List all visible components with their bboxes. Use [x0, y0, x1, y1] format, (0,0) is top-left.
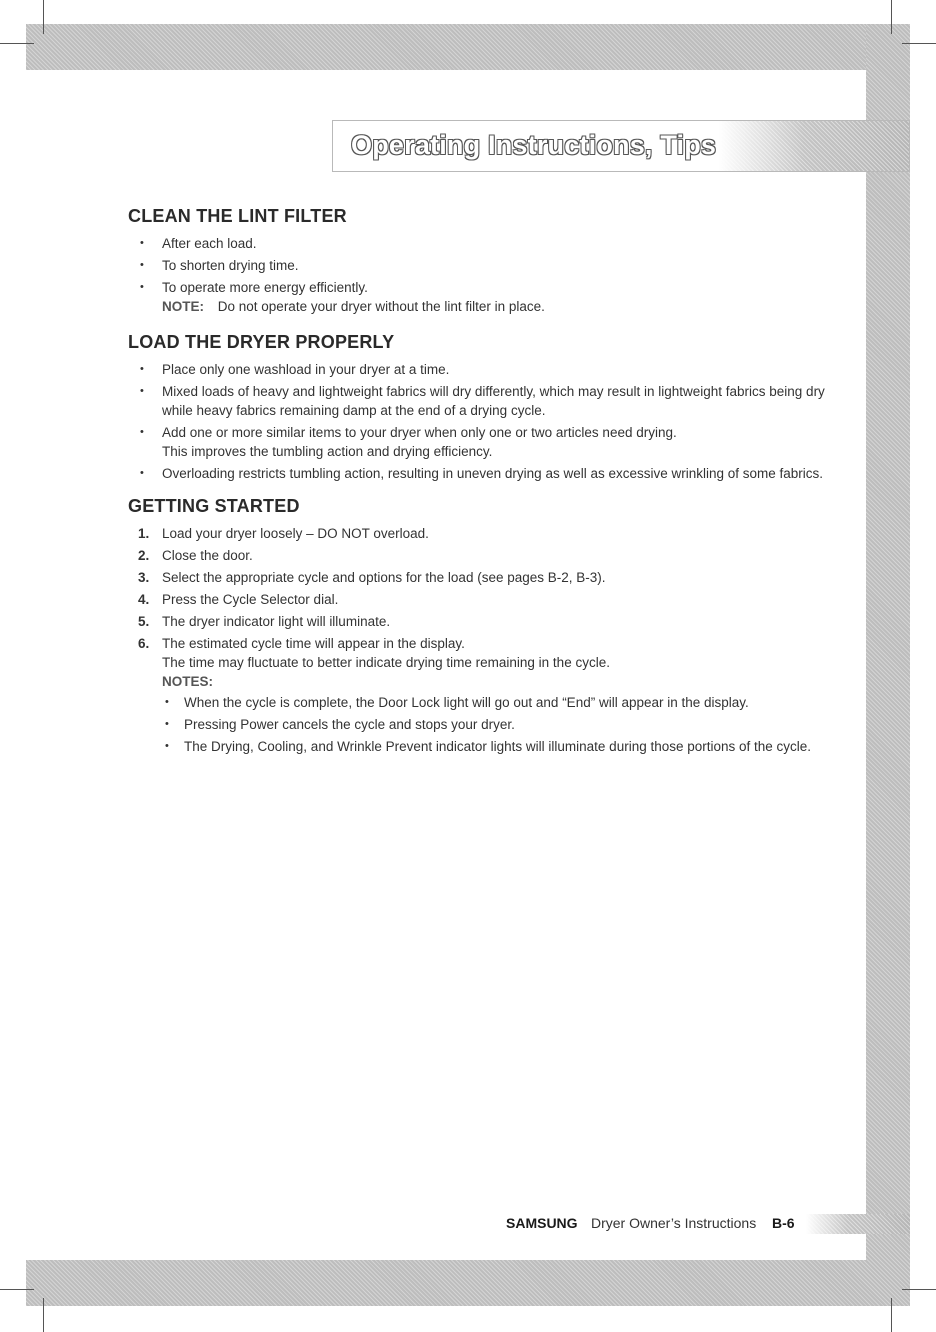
- main-content: [128, 206, 828, 759]
- bottom-decorative-band: [26, 1260, 910, 1306]
- list-item: • Mixed loads of heavy and lightweight fabrics will dry differently, which may result in lightweight fabrics being dry while heavy fabrics remaining damp at the end of a drying cycle.: [128, 382, 828, 420]
- list-item: [128, 634, 828, 756]
- note-line: [128, 297, 828, 316]
- list-item-text: Add one or more similar items to your dryer when only one or two articles need drying.: [162, 425, 677, 440]
- note-text: Do not operate your dryer without the lint filter in place.: [217, 299, 545, 314]
- list-item: [128, 612, 828, 631]
- list-item: [128, 568, 828, 587]
- section-title: CLEAN THE LINT FILTER: [128, 206, 347, 226]
- step-number: 3.: [138, 570, 150, 585]
- footer-decorative-band: [806, 1214, 910, 1234]
- crop-mark: [891, 1298, 892, 1332]
- list-item: [128, 546, 828, 565]
- list-item: • Overloading restricts tumbling action, resulting in uneven drying as well as excessive wrinkling of some fabrics.: [128, 464, 828, 483]
- step-number: 2.: [138, 548, 150, 563]
- list-item: • To shorten drying time.: [128, 256, 828, 275]
- list-item: • Pressing Power cancels the cycle and stops your dryer.: [162, 715, 828, 734]
- footer-doc-title: Dryer Owner’s Instructions: [591, 1215, 757, 1231]
- list-item: • Place only one washload in your dryer at a time.: [128, 360, 828, 379]
- list-item: • After each load.: [128, 234, 828, 253]
- step-text: Press the Cycle Selector dial.: [162, 592, 339, 607]
- section-getting-started: [128, 496, 828, 756]
- list-item: [128, 524, 828, 543]
- page-footer: [0, 1215, 936, 1235]
- list-item: • The Drying, Cooling, and Wrinkle Prevent indicator lights will illuminate during those portions of the cycle.: [162, 737, 828, 756]
- notes-list: [162, 693, 828, 756]
- section-clean-lint-filter: [128, 206, 828, 316]
- step-text: The estimated cycle time will appear in the display.: [162, 636, 465, 651]
- crop-mark: [43, 0, 44, 34]
- step-text: Close the door.: [162, 548, 253, 563]
- crop-mark: [902, 43, 936, 44]
- step-number: 6.: [138, 636, 150, 651]
- bullet-list: [128, 360, 828, 483]
- title-fade-decoration: [719, 121, 909, 171]
- step-number: 1.: [138, 526, 150, 541]
- right-decorative-band: [866, 24, 910, 1306]
- page-number: B-6: [772, 1215, 795, 1231]
- crop-mark: [902, 1289, 936, 1290]
- section-title: GETTING STARTED: [128, 496, 300, 516]
- step-text: Select the appropriate cycle and options for the load (see pages B-2, B-3).: [162, 570, 606, 585]
- step-number: 4.: [138, 592, 150, 607]
- list-item: • When the cycle is complete, the Door Lock light will go out and “End” will appear in the display.: [162, 693, 828, 712]
- crop-mark: [0, 43, 34, 44]
- list-item-text: This improves the tumbling action and drying efficiency.: [162, 444, 493, 459]
- crop-mark: [891, 0, 892, 34]
- page-title: Operating Instructions, Tips: [351, 130, 717, 160]
- crop-mark: [0, 1289, 34, 1290]
- section-load-dryer: [128, 332, 828, 483]
- list-item: [128, 423, 828, 461]
- section-title: LOAD THE DRYER PROPERLY: [128, 332, 395, 352]
- top-decorative-band: [26, 24, 910, 70]
- step-text: The time may fluctuate to better indicate drying time remaining in the cycle.: [162, 655, 610, 670]
- brand-logo-text: SAMSUNG: [506, 1215, 578, 1231]
- list-item: • To operate more energy efficiently.: [128, 278, 828, 297]
- list-item: [128, 590, 828, 609]
- note-label: NOTE:: [162, 299, 204, 314]
- notes-label: NOTES:: [162, 674, 214, 689]
- step-text: The dryer indicator light will illuminate.: [162, 614, 391, 629]
- bullet-list: [128, 234, 828, 297]
- numbered-list: [128, 524, 828, 756]
- page-title-box: [332, 120, 910, 172]
- step-text: Load your dryer loosely – DO NOT overload.: [162, 526, 429, 541]
- crop-mark: [43, 1298, 44, 1332]
- step-number: 5.: [138, 614, 150, 629]
